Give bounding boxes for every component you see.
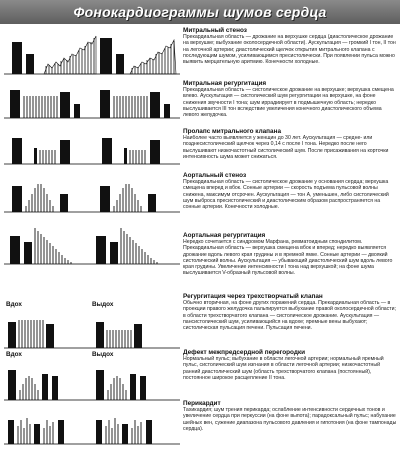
section-text-atrial-septal-defect: Нормальный пульс; выбухание в области легочной артерии; нормальный яремный пульс, систолический шум изгнания в области легочной артерии; низкочастотный ранний диастолический шум (область трехстворчатого клапана (постоянный), постоянное широкое расщепление II тона. bbox=[183, 356, 384, 381]
section-title-mitral-prolapse: Пролапс митрального клапана bbox=[183, 128, 282, 135]
section-title-aortic-stenosis: Аортальный стеноз bbox=[183, 172, 247, 179]
section-title-atrial-septal-defect: Дефект межпредсердной перегородки bbox=[183, 349, 306, 356]
section-text-pericarditis: Тахикардия; шум трения перикарда; ослабление интенсивности сердечных тонов и увеличение сердца при перкуссии (на фоне выпота); парадоксальный пульс; набухание шейных вен, сужение диапазона пульсового давления и гипотония (на фоне тампонады сердца). bbox=[183, 407, 397, 432]
section-text-aortic-regurgitation: Нередко сочетается с синдромом Марфана, ревматоидным спондилитом. Прекардиальная область — верхушка смещена вбок и вперед; нередко выявляется дрожание вдоль левого края грудины и в яремной ямке. Сонные артерии — двоякий систолический волны. Аускультация — убывающий диастолический шум вдоль левого края грудины. Увеличение интенсивности I тона над верхушкой; на фоне шума выслушивается V-образный пульсовой волны. bbox=[183, 239, 393, 277]
section-title-aortic-regurgitation: Аортальная регургитация bbox=[183, 232, 266, 239]
section-text-tricuspid-regurgitation: Обычно вторичная, на фоне других поражений сердца. Прекардиальная область — в проекции правого желудочка пальпируется выбухание правой околосердечной области; в области трехстворчатого клапана — систолическое дрожание. Аускультация — пансистолический шум, усиливающийся на вдохе; яремные вены выбухают; систолическая пульсация печени. Пульсация печени. bbox=[183, 300, 396, 332]
title-banner bbox=[0, 0, 400, 24]
pcg-tricuspid-regurgitation bbox=[4, 310, 180, 350]
section-text-aortic-stenosis: Прекардиальная область — систолическое дрожание у основания сердца; верхушка смещена вперед и вбок. Сонные артерии — скорость подъема пульсовой волны снижена, максимум отсрочен. Аускультация — тон A, уменьшен, либо систолический шум выброса пресистолический и диастолическим образом распространяется на сонные артерии. Конечности холодные. bbox=[183, 179, 389, 211]
section-title-mitral-regurgitation: Митральная регургитация bbox=[183, 80, 267, 87]
label-expiration-1: Выдох bbox=[92, 301, 114, 308]
pcg-mitral-regurgitation bbox=[4, 80, 180, 120]
label-expiration-2: Выдох bbox=[92, 351, 114, 358]
section-text-mitral-prolapse: Наиболее часто выявляется у женщин до 30 лет. Аускультация — средне- или позднесистолический щелчок через 0,14 с после I тона. Нередко после него выслушивают низкочастотный систолический шум. После присаживания на корточки интенсивность шума может снижаться. bbox=[183, 135, 389, 160]
section-text-mitral-stenosis: Прекардиальная область — дрожание на верхушке сердца (диастолическое дрожание на верхушке; выбухание околосердечной области). Аускультация — громкий I тон, II тон на легочной артерии; диастолический щелчок открытия митрального клапана с последующим шумом, усиливающимся пресистолически. При появлении пульса можно выявить мерцательную аритмию. Конечности холодные. bbox=[183, 34, 396, 66]
section-text-mitral-regurgitation: Прекардиальная область — систолическое дрожание на верхушке; верхушка смещена влево. Аускультация — систолический шум регургитации на верхушке, на фоне снижения звучности I тона; шум иррадиирует в подмышечную область; нередко выслушивается III тон вследствие увеличения конечного диастолического объема левого желудочка. bbox=[183, 87, 394, 119]
label-inspiration-2: Вдох bbox=[6, 351, 22, 358]
section-title-mitral-stenosis: Митральный стеноз bbox=[183, 27, 247, 34]
pcg-aortic-regurgitation bbox=[4, 220, 180, 266]
pcg-mitral-stenosis bbox=[4, 28, 180, 76]
pcg-mitral-prolapse bbox=[4, 128, 180, 166]
pcg-atrial-septal-defect bbox=[4, 360, 180, 402]
section-title-pericarditis: Перикардит bbox=[183, 400, 221, 407]
section-title-tricuspid-regurgitation: Регургитация через трехстворчатый клапан bbox=[183, 293, 323, 300]
pcg-aortic-stenosis bbox=[4, 172, 180, 214]
label-inspiration-1: Вдох bbox=[6, 301, 22, 308]
page-title: Фонокардиограммы шумов сердца bbox=[73, 4, 327, 20]
pcg-pericarditis bbox=[4, 406, 180, 446]
